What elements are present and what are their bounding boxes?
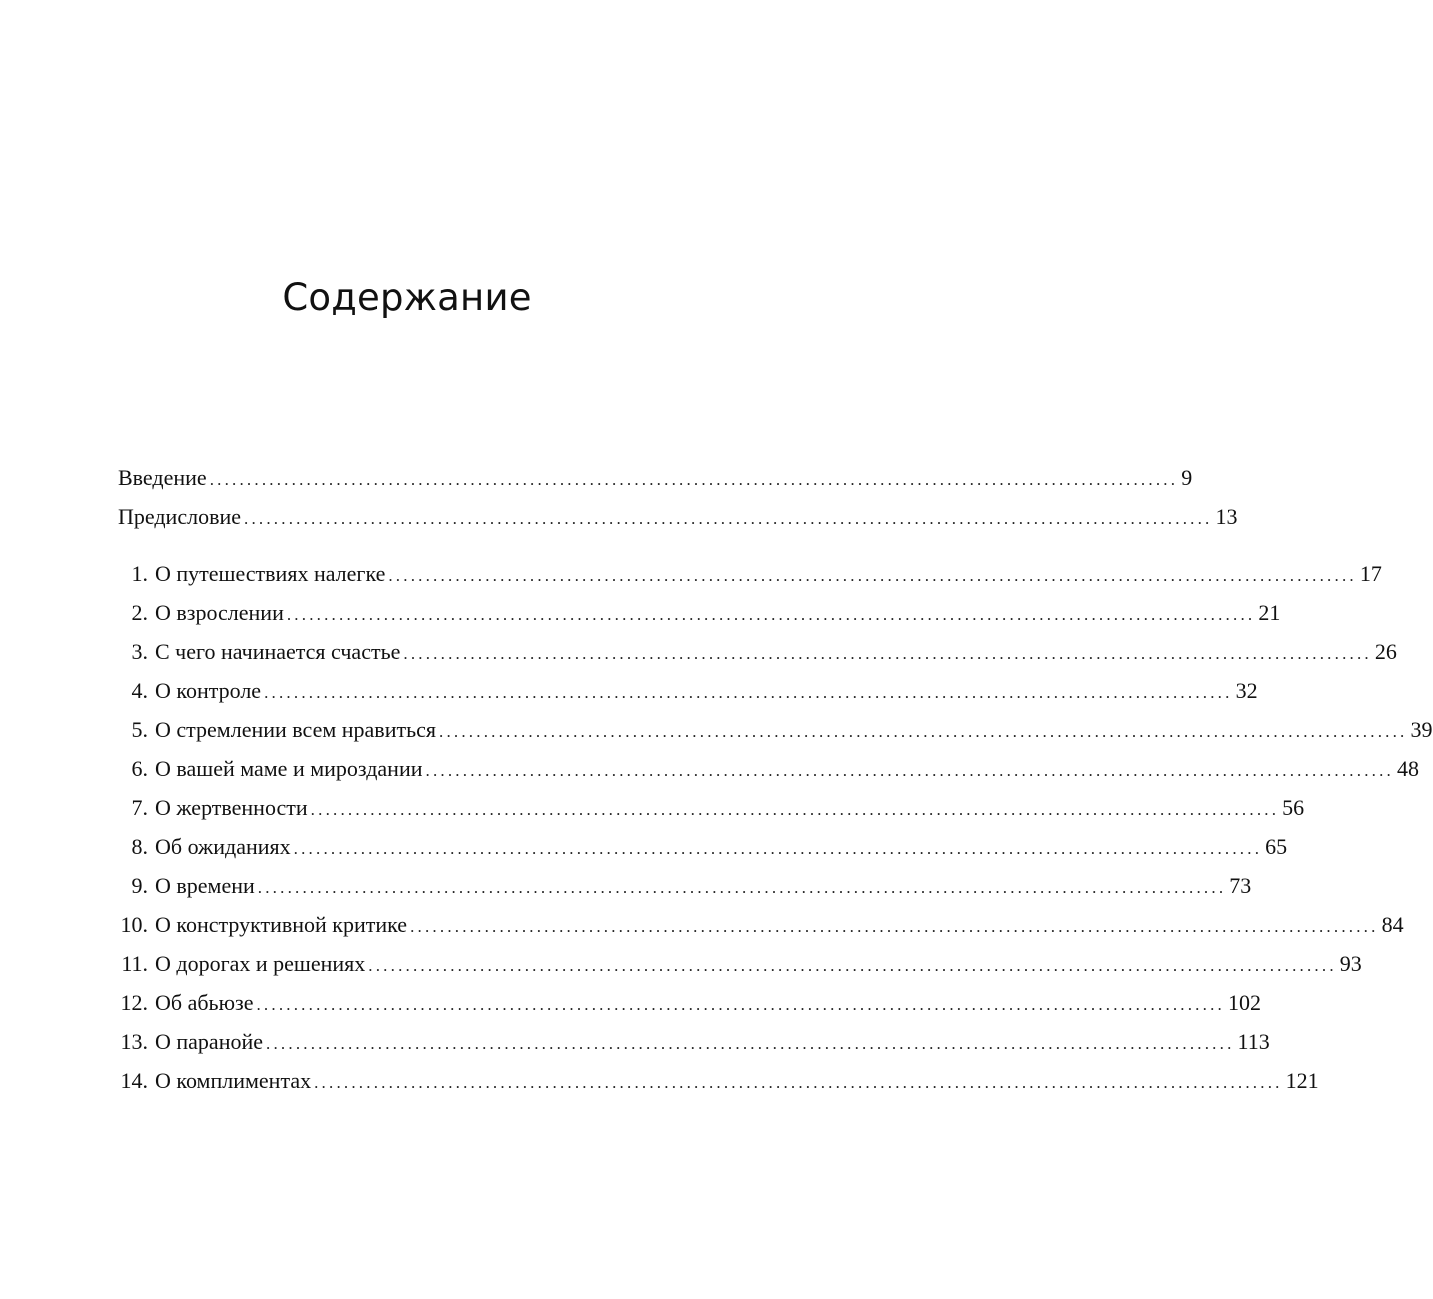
toc-entry-title: О вашей маме и мироздании <box>155 756 423 781</box>
table-of-contents <box>118 458 1433 1100</box>
toc-entry-page: 39 <box>1410 717 1433 742</box>
dot-leader: .................................................................................................................................. <box>286 605 1256 624</box>
toc-entry-title: О комплиментах <box>155 1068 312 1093</box>
toc-entry-number: 10. <box>120 912 148 937</box>
dot-leader: .................................................................................................................................. <box>293 839 1263 858</box>
toc-entry-number: 1. <box>131 561 148 586</box>
toc-entry-page: 32 <box>1235 678 1258 703</box>
toc-entry-chapter[interactable] <box>118 983 1261 1022</box>
dot-leader: .................................................................................................................................. <box>209 470 1179 489</box>
toc-entry-title: О времени <box>155 873 255 898</box>
toc-entry-title: О паранойе <box>155 1029 264 1054</box>
toc-entry-title: Введение <box>118 465 207 490</box>
dot-leader: .................................................................................................................................. <box>256 995 1225 1014</box>
toc-entry-title: О взрослении <box>155 600 284 625</box>
toc-entry-number: 11. <box>121 951 148 976</box>
toc-entry-chapter[interactable] <box>118 554 1382 593</box>
toc-entry-chapter[interactable] <box>118 710 1433 749</box>
toc-entry-chapter[interactable] <box>118 1022 1270 1061</box>
toc-entry-page: 113 <box>1237 1029 1270 1054</box>
toc-entry-chapter[interactable] <box>118 593 1281 632</box>
toc-entry-page: 56 <box>1282 795 1305 820</box>
toc-entry-page: 26 <box>1374 639 1397 664</box>
toc-entry-chapter[interactable] <box>118 671 1258 710</box>
toc-entry-title: О путешествиях налегке <box>155 561 386 586</box>
toc-entry-page: 13 <box>1215 504 1238 529</box>
toc-entry-chapter[interactable] <box>118 632 1397 671</box>
toc-entry-page: 121 <box>1285 1068 1319 1093</box>
toc-entry-chapter[interactable] <box>118 788 1305 827</box>
toc-entry-chapter[interactable] <box>118 827 1288 866</box>
dot-leader: .................................................................................................................................. <box>410 917 1379 936</box>
toc-entry-title: Предисловие <box>118 504 241 529</box>
dot-leader: .................................................................................................................................. <box>244 509 1213 528</box>
toc-entry-title: С чего начинается счастье <box>155 639 401 664</box>
dot-leader: .................................................................................................................................. <box>439 722 1408 741</box>
dot-leader: .................................................................................................................................. <box>368 956 1337 975</box>
toc-entry-page: 65 <box>1265 834 1288 859</box>
dot-leader: .................................................................................................................................. <box>403 644 1372 663</box>
toc-entry-chapter[interactable] <box>118 905 1404 944</box>
toc-entry-number: 3. <box>131 639 148 664</box>
toc-entry-title: Об ожиданиях <box>155 834 291 859</box>
toc-entry-title: Об абьюзе <box>155 990 254 1015</box>
toc-entry-chapter[interactable] <box>118 1061 1319 1100</box>
toc-entry-number: 4. <box>131 678 148 703</box>
toc-entry-chapter[interactable] <box>118 866 1252 905</box>
dot-leader: .................................................................................................................................. <box>388 566 1357 585</box>
dot-leader: .................................................................................................................................. <box>314 1073 1283 1092</box>
toc-entry-page: 48 <box>1397 756 1419 781</box>
toc-entry-title: О конструктивной критике <box>155 912 408 937</box>
dot-leader: .................................................................................................................................. <box>425 761 1394 780</box>
toc-entry-page: 102 <box>1227 990 1261 1015</box>
dot-leader: .................................................................................................................................. <box>310 800 1280 819</box>
toc-entry-number: 13. <box>120 1029 148 1054</box>
page-title: Содержание <box>282 276 532 319</box>
toc-entry-number: 12. <box>120 990 148 1015</box>
toc-entry-title: О жертвенности <box>155 795 308 820</box>
toc-entry-page: 21 <box>1258 600 1281 625</box>
toc-entry-chapter[interactable] <box>118 749 1419 788</box>
toc-entry-number: 7. <box>131 795 148 820</box>
toc-entry-number: 5. <box>131 717 148 742</box>
toc-entry-number: 9. <box>131 873 148 898</box>
dot-leader: .................................................................................................................................. <box>264 683 1233 702</box>
dot-leader: .................................................................................................................................. <box>257 878 1227 897</box>
toc-entry-page: 17 <box>1359 561 1382 586</box>
toc-entry-title: О стремлении всем нравиться <box>155 717 436 742</box>
toc-entry-chapter[interactable] <box>118 944 1362 983</box>
toc-entry-number: 8. <box>131 834 148 859</box>
toc-entry-preface[interactable] <box>118 497 1238 536</box>
toc-entry-page: 9 <box>1181 465 1193 490</box>
toc-entry-number: 2. <box>131 600 148 625</box>
toc-entry-number: 14. <box>120 1068 148 1093</box>
toc-entry-title: О контроле <box>155 678 262 703</box>
toc-entry-introduction[interactable] <box>118 458 1193 497</box>
toc-entry-page: 93 <box>1339 951 1362 976</box>
toc-entry-number: 6. <box>131 756 148 781</box>
toc-entry-page: 84 <box>1381 912 1404 937</box>
dot-leader: .................................................................................................................................. <box>266 1034 1235 1053</box>
toc-entry-title: О дорогах и решениях <box>155 951 366 976</box>
toc-entry-page: 73 <box>1229 873 1252 898</box>
